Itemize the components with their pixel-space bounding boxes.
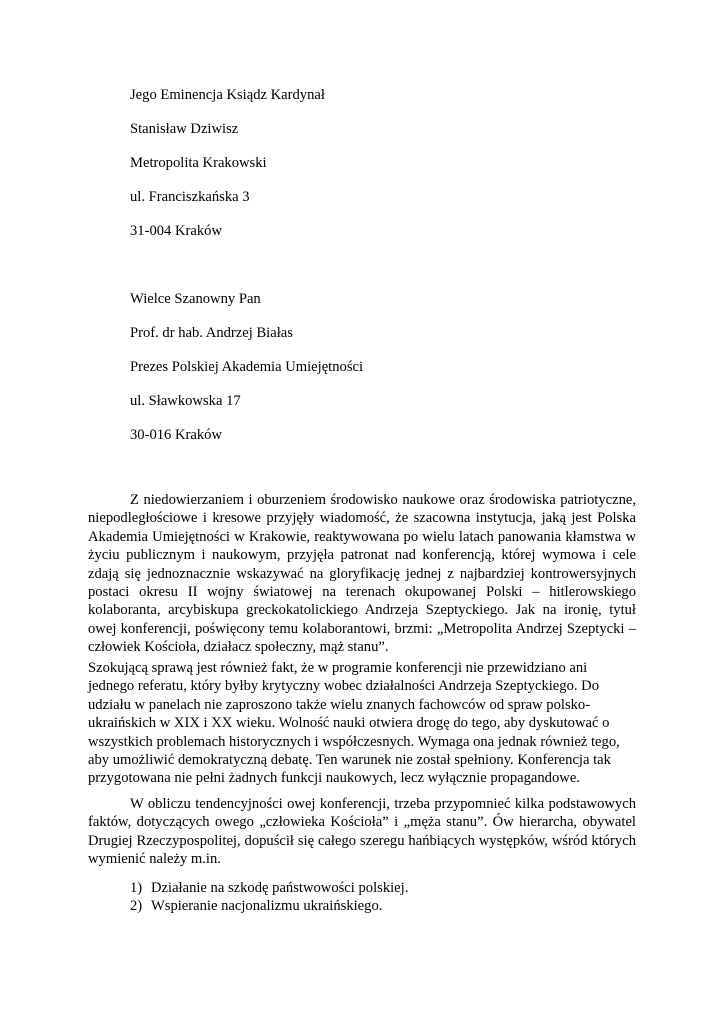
offense-list (130, 879, 408, 916)
addressee-city: 30-016 Kraków (130, 427, 223, 443)
list-item-number: 2) (130, 898, 143, 915)
recipient-name: Stanisław Dziwisz (130, 121, 239, 137)
body-paragraph-1: Z niedowierzaniem i oburzeniem środowisko naukowe oraz środowiska patriotyczne, niepodległościowe i kresowe przyjęły wiadomość, że szacowna instytucja, jaką jest Polska Akademia Umiejętności w Krakowie, reaktywowana po wielu latach panowania kłamstwa w życiu publicznym i naukowym, przyjęła patronat nad konferencją, której wymowa i cele zdają się jednoznacznie wskazywać na gloryfikację jednej z najbardziej kontrowersyjnych postaci okresu II wojny światowej na terenach okupowanej Polski – hitlerowskiego kolaboranta, arcybiskupa greckokatolickiego Andrzeja Szeptyckiego. Jak na ironię, tytuł owej konferencji, poświęcony temu kolaborantowi, brzmi: „Metropolita Andrzej Szeptycki – człowiek Kościoła, działacz społeczny, mąż stanu”. (88, 492, 636, 656)
recipient-city: 31-004 Kraków (130, 223, 223, 239)
list-item (130, 879, 408, 897)
addressee-street: ul. Sławkowska 17 (130, 393, 241, 409)
recipient-role: Metropolita Krakowski (130, 155, 267, 171)
addressee-role: Prezes Polskiej Akademia Umiejętności (130, 359, 364, 375)
list-item-text: Wspieranie nacjonalizmu ukraińskiego. (151, 898, 383, 915)
body-paragraph-3: W obliczu tendencyjności owej konferencji, trzeba przypomnieć kilka podstawowych faktów, dotyczących owego „człowieka Kościoła” i „męża stanu”. Ów hierarcha, obywatel Drugiej Rzeczypospolitej, dopuścił się całego szeregu hańbiących występków, wśród których wymienić należy m.in. (88, 796, 636, 868)
list-item (130, 897, 408, 915)
list-item-text: Działanie na szkodę państwowości polskiej. (151, 880, 409, 896)
recipient-street: ul. Franciszkańska 3 (130, 189, 250, 205)
body-paragraph-2: Szokującą sprawą jest również fakt, że w programie konferencji nie przewidziano ani jednego referatu, który byłby krytyczny wobec działalności Andrzeja Szeptyckiego. Do udziału w panelach nie zaproszono także wielu znanych fachowców od spraw polsko-ukraińskich w XIX i XX wieku. Wolność nauki otwiera drogę do tego, aby dyskutować o wszystkich problemach historycznych i współczesnych. Wymaga ona jednak również tego, aby umożliwić demokratyczną debatę. Ten warunek nie został spełniony. Konferencja tak przygotowana nie pełni żadnych funkcji naukowych, lecz wyłącznie propagandowe. (88, 660, 620, 787)
list-item-number: 1) (130, 880, 143, 896)
recipient-title: Jego Eminencja Ksiądz Kardynał (130, 87, 325, 103)
addressee-name: Prof. dr hab. Andrzej Białas (130, 325, 293, 341)
addressee-salutation: Wielce Szanowny Pan (130, 291, 261, 307)
